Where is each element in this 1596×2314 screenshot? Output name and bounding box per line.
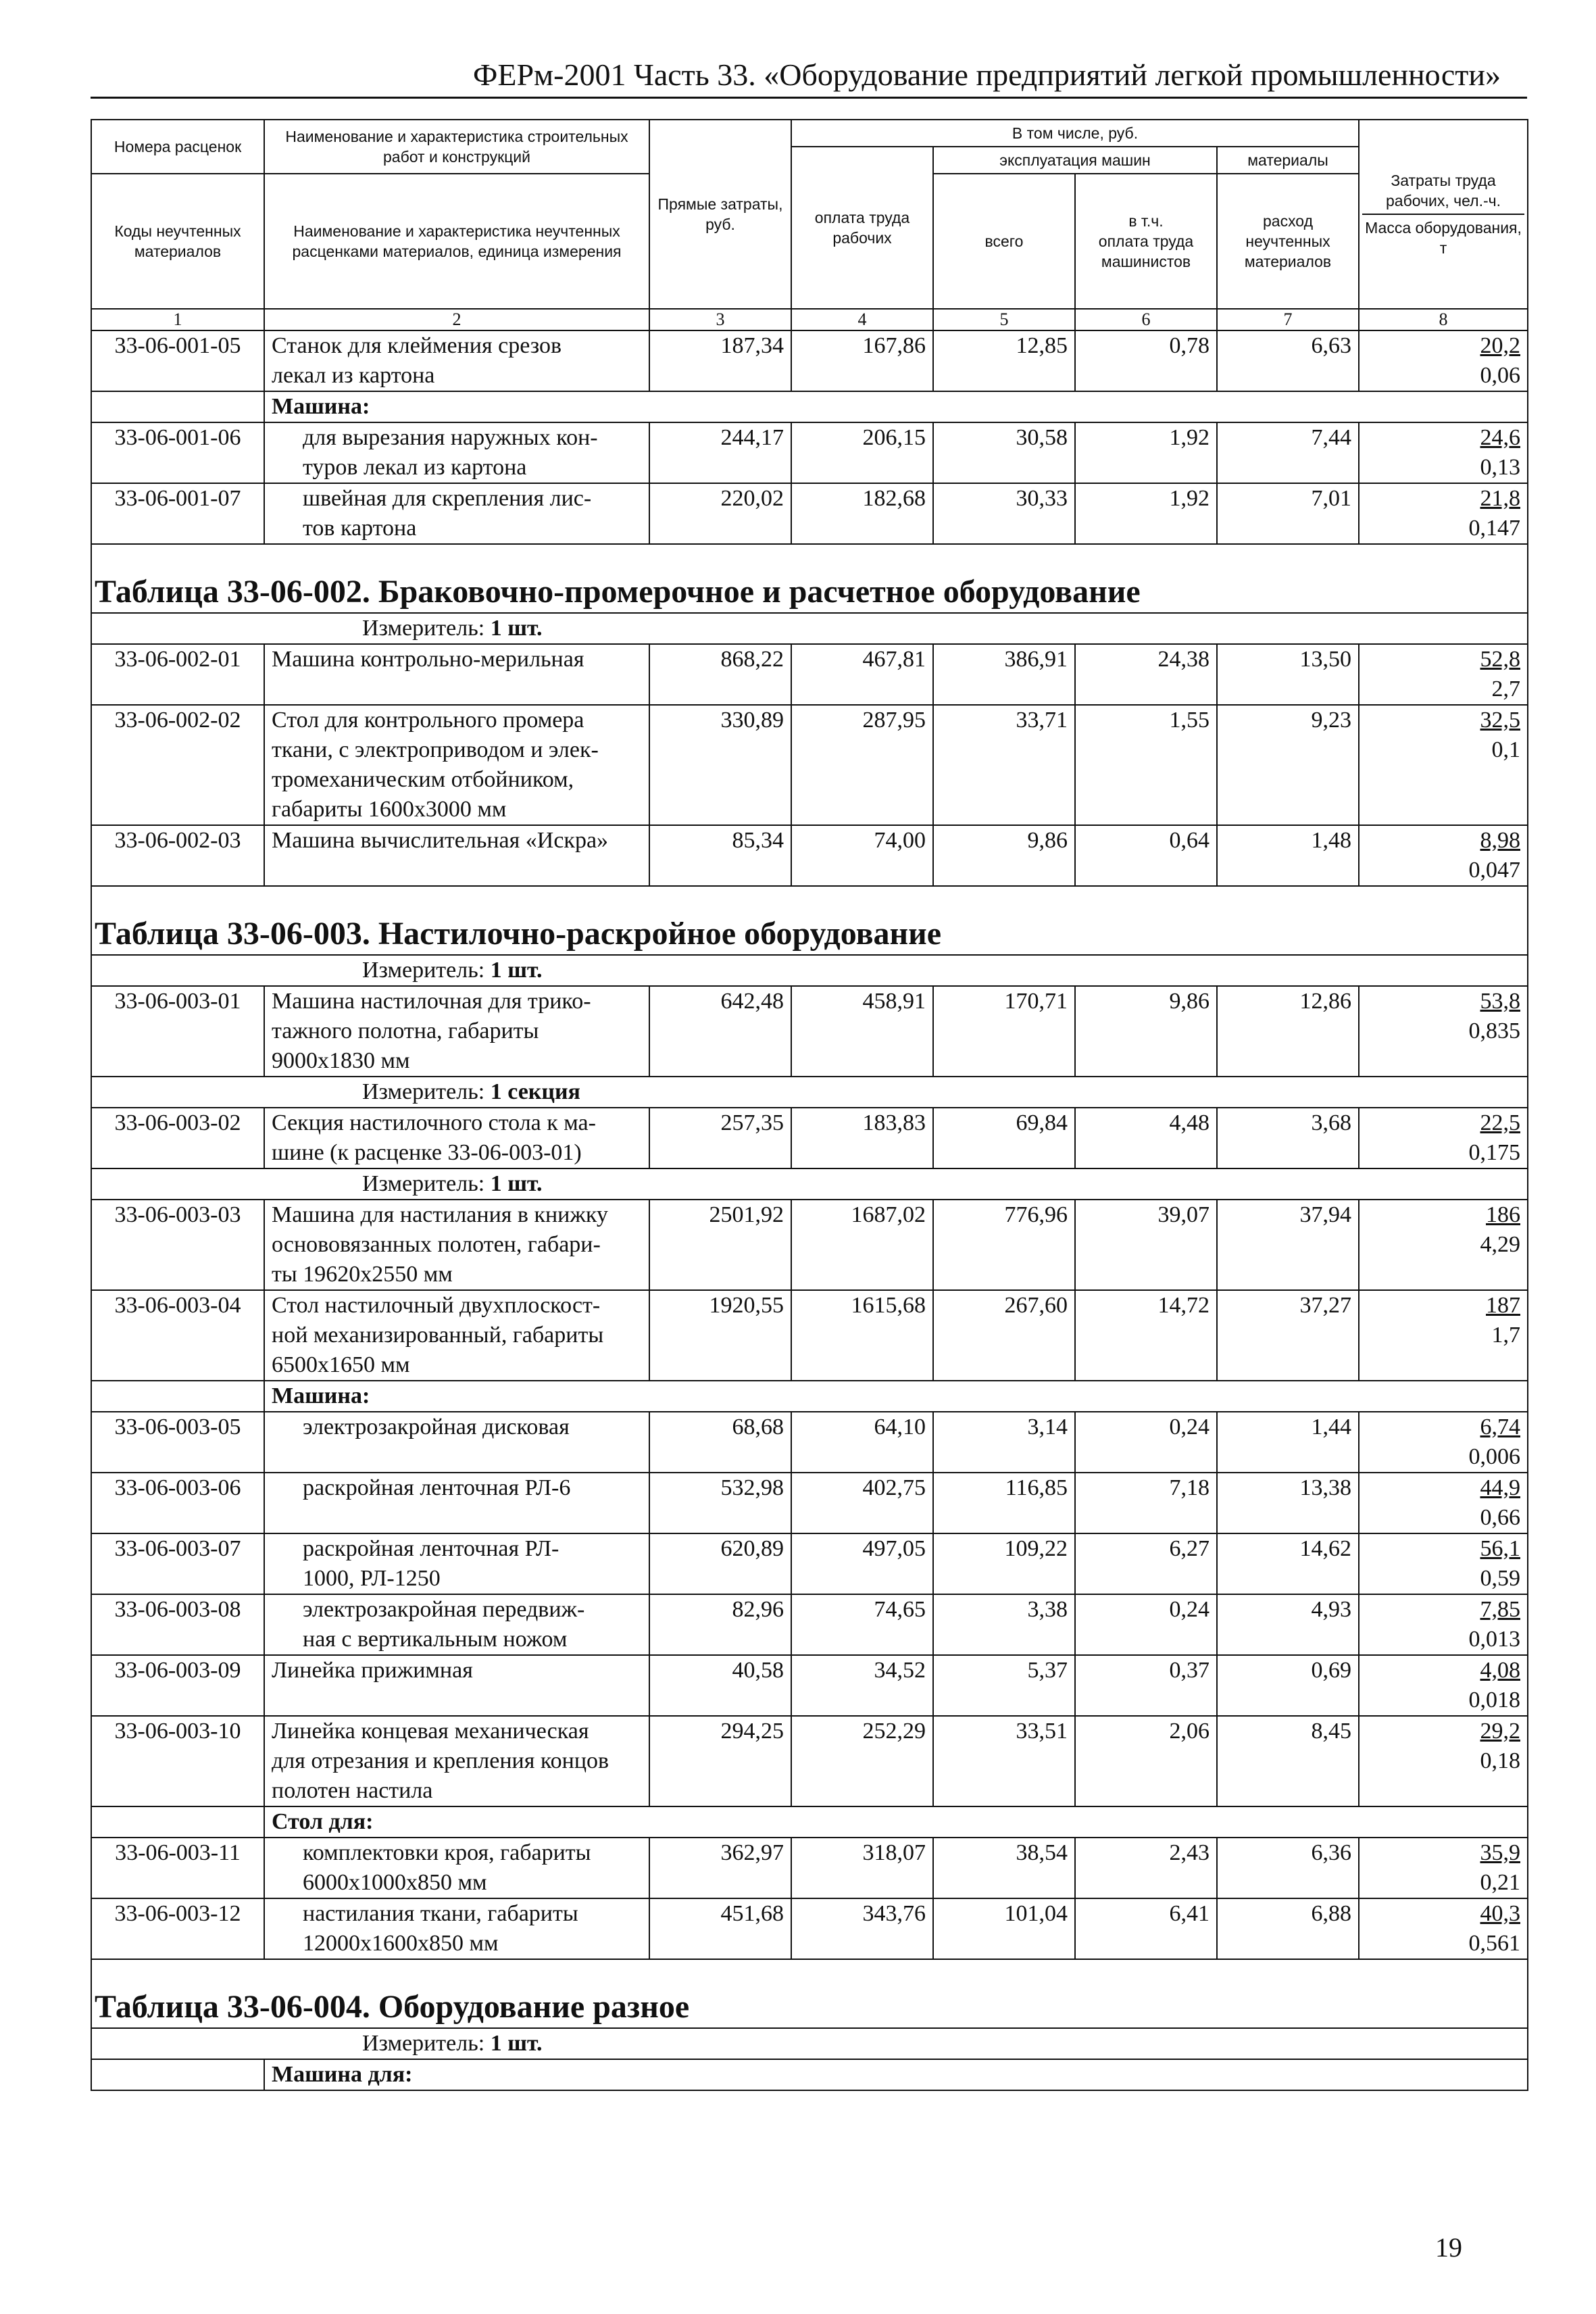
labor-hours: 40,3 xyxy=(1480,1901,1520,1926)
group-code-cell xyxy=(91,1381,264,1412)
machine-total: 38,54 xyxy=(933,1838,1075,1898)
table-row xyxy=(91,986,1528,1077)
table-row xyxy=(91,705,1528,825)
labor-mass-cell xyxy=(1359,1594,1528,1655)
machinists-wages: 1,92 xyxy=(1075,422,1217,483)
machinists-wages: 39,07 xyxy=(1075,1200,1217,1290)
machinists-wages: 6,27 xyxy=(1075,1533,1217,1594)
equipment-mass: 0,06 xyxy=(1480,363,1520,388)
work-name: Стол настилочный двухплоскост- ной механизированный, габариты 6500x1650 мм xyxy=(264,1290,649,1381)
work-name: Машина для настилания в книжку основовязанных полотен, габари- ты 19620x2550 мм xyxy=(264,1200,649,1290)
workers-wages: 458,91 xyxy=(791,986,933,1077)
col-machine-total-header: всего xyxy=(933,174,1075,309)
table-row xyxy=(91,1716,1528,1806)
equipment-mass: 1,7 xyxy=(1491,1323,1520,1348)
rate-code: 33-06-003-04 xyxy=(91,1290,264,1381)
materials-cost: 6,88 xyxy=(1217,1898,1359,1959)
table-row xyxy=(91,1108,1528,1168)
group-row xyxy=(91,1381,1528,1412)
rate-code: 33-06-003-12 xyxy=(91,1898,264,1959)
direct-costs: 294,25 xyxy=(649,1716,791,1806)
direct-costs: 220,02 xyxy=(649,483,791,544)
column-number: 6 xyxy=(1075,309,1217,330)
col-material-name-header: Наименование и характеристика неучтенных расценками материалов, единица измерения xyxy=(264,174,649,309)
labor-mass-cell xyxy=(1359,1838,1528,1898)
workers-wages: 206,15 xyxy=(791,422,933,483)
measure-row xyxy=(91,2028,1528,2059)
materials-cost: 7,44 xyxy=(1217,422,1359,483)
measure-prefix: Измеритель: xyxy=(362,1079,491,1104)
measure-label xyxy=(91,2028,1528,2059)
section-row xyxy=(91,544,1528,613)
labor-hours: 187 xyxy=(1486,1293,1520,1318)
workers-wages: 287,95 xyxy=(791,705,933,825)
direct-costs: 451,68 xyxy=(649,1898,791,1959)
work-name: Машина настилочная для трико- тажного полотна, габариты 9000x1830 мм xyxy=(264,986,649,1077)
section-row xyxy=(91,886,1528,955)
measure-unit: 1 шт. xyxy=(490,958,543,983)
col-material-codes-header: Коды неучтенных материалов xyxy=(91,174,264,309)
rate-code: 33-06-001-07 xyxy=(91,483,264,544)
rate-code: 33-06-003-07 xyxy=(91,1533,264,1594)
equipment-mass: 2,7 xyxy=(1491,676,1520,701)
workers-wages: 64,10 xyxy=(791,1412,933,1473)
measure-unit: 1 шт. xyxy=(490,1171,543,1196)
work-name: раскройная ленточная РЛ- 1000, РЛ-1250 xyxy=(264,1533,649,1594)
rate-code: 33-06-003-11 xyxy=(91,1838,264,1898)
table-row xyxy=(91,1200,1528,1290)
machinists-wages: 0,78 xyxy=(1075,330,1217,391)
labor-hours: 4,08 xyxy=(1480,1658,1520,1683)
machinists-label: оплата труда машинистов xyxy=(1098,232,1194,270)
work-name: Машина контрольно-мерильная xyxy=(264,644,649,705)
machine-total: 3,38 xyxy=(933,1594,1075,1655)
workers-wages: 1615,68 xyxy=(791,1290,933,1381)
work-name: Линейка прижимная xyxy=(264,1655,649,1716)
workers-wages: 252,29 xyxy=(791,1716,933,1806)
machinists-wages: 0,24 xyxy=(1075,1594,1217,1655)
direct-costs: 642,48 xyxy=(649,986,791,1077)
table-row xyxy=(91,330,1528,391)
workers-wages: 182,68 xyxy=(791,483,933,544)
work-name: Стол для контрольного промера ткани, с электроприводом и элек- тромеханическим отбойником, габариты 1600x3000 мм xyxy=(264,705,649,825)
labor-hours: 44,9 xyxy=(1480,1475,1520,1500)
workers-wages: 183,83 xyxy=(791,1108,933,1168)
work-name: Секция настилочного стола к ма- шине (к расценке 33-06-003-01) xyxy=(264,1108,649,1168)
table-row xyxy=(91,1533,1528,1594)
labor-hours: 21,8 xyxy=(1480,486,1520,511)
labor-mass-cell xyxy=(1359,1533,1528,1594)
labor-hours: 6,74 xyxy=(1480,1414,1520,1439)
column-numbers-row xyxy=(91,309,1528,330)
machinists-wages: 7,18 xyxy=(1075,1473,1217,1533)
workers-wages: 402,75 xyxy=(791,1473,933,1533)
direct-costs: 187,34 xyxy=(649,330,791,391)
labor-mass-cell xyxy=(1359,330,1528,391)
measure-label xyxy=(91,955,1528,986)
work-name: электрозакройная дисковая xyxy=(264,1412,649,1473)
measure-row xyxy=(91,1077,1528,1108)
column-number: 5 xyxy=(933,309,1075,330)
labor-mass-cell xyxy=(1359,483,1528,544)
measure-label xyxy=(91,613,1528,644)
equipment-mass: 0,013 xyxy=(1468,1627,1520,1652)
rates-table xyxy=(91,119,1528,2091)
group-label: Машина: xyxy=(264,1381,1528,1412)
direct-costs: 1920,55 xyxy=(649,1290,791,1381)
machine-total: 109,22 xyxy=(933,1533,1075,1594)
direct-costs: 68,68 xyxy=(649,1412,791,1473)
rate-code: 33-06-001-06 xyxy=(91,422,264,483)
measure-prefix: Измеритель: xyxy=(362,616,491,641)
group-code-cell xyxy=(91,1806,264,1838)
col-wages-header: оплата труда рабочих xyxy=(791,147,933,309)
measure-unit: 1 шт. xyxy=(490,2031,543,2056)
machine-total: 776,96 xyxy=(933,1200,1075,1290)
labor-hours: 22,5 xyxy=(1480,1110,1520,1135)
materials-cost: 13,38 xyxy=(1217,1473,1359,1533)
direct-costs: 330,89 xyxy=(649,705,791,825)
rate-code: 33-06-002-01 xyxy=(91,644,264,705)
page-number: 19 xyxy=(1435,2232,1462,2263)
group-row xyxy=(91,391,1528,422)
machine-total: 267,60 xyxy=(933,1290,1075,1381)
machine-total: 12,85 xyxy=(933,330,1075,391)
direct-costs: 82,96 xyxy=(649,1594,791,1655)
materials-cost: 0,69 xyxy=(1217,1655,1359,1716)
materials-cost: 37,27 xyxy=(1217,1290,1359,1381)
measure-prefix: Измеритель: xyxy=(362,958,491,983)
materials-header: материалы xyxy=(1217,147,1359,174)
machinists-wages: 1,92 xyxy=(1075,483,1217,544)
incl-short-label: в т.ч. xyxy=(1128,212,1164,230)
rate-code: 33-06-003-09 xyxy=(91,1655,264,1716)
work-name: для вырезания наружных кон- туров лекал из картона xyxy=(264,422,649,483)
labor-mass-cell xyxy=(1359,1473,1528,1533)
equipment-mass: 0,1 xyxy=(1491,737,1520,762)
materials-cost: 4,93 xyxy=(1217,1594,1359,1655)
col-unaccounted-materials-header: расход неучтенных материалов xyxy=(1217,174,1359,309)
labor-mass-cell xyxy=(1359,986,1528,1077)
labor-mass-cell xyxy=(1359,644,1528,705)
materials-cost: 9,23 xyxy=(1217,705,1359,825)
column-number: 4 xyxy=(791,309,933,330)
equipment-mass: 0,006 xyxy=(1468,1444,1520,1469)
work-name: Станок для клеймения срезов лекал из картона xyxy=(264,330,649,391)
labor-mass-cell xyxy=(1359,1200,1528,1290)
equipment-mass: 0,047 xyxy=(1468,858,1520,883)
rates-table-body xyxy=(91,330,1528,2090)
section-title: Таблица 33-06-003. Настилочно-раскройное оборудование xyxy=(91,886,1528,955)
table-row xyxy=(91,483,1528,544)
table-row xyxy=(91,1290,1528,1381)
workers-wages: 467,81 xyxy=(791,644,933,705)
materials-cost: 7,01 xyxy=(1217,483,1359,544)
section-title: Таблица 33-06-004. Оборудование разное xyxy=(91,1959,1528,2028)
workers-wages: 318,07 xyxy=(791,1838,933,1898)
equipment-mass: 0,561 xyxy=(1468,1931,1520,1956)
measure-row xyxy=(91,1168,1528,1200)
group-label: Машина для: xyxy=(264,2059,1528,2090)
direct-costs: 532,98 xyxy=(649,1473,791,1533)
machinists-wages: 6,41 xyxy=(1075,1898,1217,1959)
work-name: Линейка концевая механическая для отрезания и крепления концов полотен настила xyxy=(264,1716,649,1806)
work-name: настилания ткани, габариты 12000x1600x850 мм xyxy=(264,1898,649,1959)
labor-mass-cell xyxy=(1359,1290,1528,1381)
labor-hours: 20,2 xyxy=(1480,333,1520,358)
incl-header: В том числе, руб. xyxy=(791,120,1359,147)
group-code-cell xyxy=(91,2059,264,2090)
col-mass-label: Масса оборудования, т xyxy=(1365,219,1522,257)
machine-total: 101,04 xyxy=(933,1898,1075,1959)
machine-total: 5,37 xyxy=(933,1655,1075,1716)
col-labor-mass-header xyxy=(1359,120,1528,309)
machine-total: 116,85 xyxy=(933,1473,1075,1533)
column-number: 7 xyxy=(1217,309,1359,330)
workers-wages: 167,86 xyxy=(791,330,933,391)
table-row xyxy=(91,1594,1528,1655)
materials-cost: 3,68 xyxy=(1217,1108,1359,1168)
machine-total: 170,71 xyxy=(933,986,1075,1077)
rate-code: 33-06-003-06 xyxy=(91,1473,264,1533)
col-work-name-header: Наименование и характеристика строительных работ и конструкций xyxy=(264,120,649,174)
machinists-wages: 14,72 xyxy=(1075,1290,1217,1381)
labor-hours: 32,5 xyxy=(1480,708,1520,733)
direct-costs: 868,22 xyxy=(649,644,791,705)
direct-costs: 620,89 xyxy=(649,1533,791,1594)
machine-total: 386,91 xyxy=(933,644,1075,705)
materials-cost: 37,94 xyxy=(1217,1200,1359,1290)
work-name: электрозакройная передвиж- ная с вертикальным ножом xyxy=(264,1594,649,1655)
table-row xyxy=(91,1655,1528,1716)
direct-costs: 244,17 xyxy=(649,422,791,483)
machinists-wages: 0,64 xyxy=(1075,825,1217,886)
workers-wages: 497,05 xyxy=(791,1533,933,1594)
labor-hours: 8,98 xyxy=(1480,828,1520,853)
group-label: Машина: xyxy=(264,391,1528,422)
machine-operation-header: эксплуатация машин xyxy=(933,147,1217,174)
labor-hours: 24,6 xyxy=(1480,425,1520,450)
header-row-1 xyxy=(91,120,1528,147)
column-number: 2 xyxy=(264,309,649,330)
workers-wages: 74,65 xyxy=(791,1594,933,1655)
labor-hours: 186 xyxy=(1486,1202,1520,1227)
column-number: 8 xyxy=(1359,309,1528,330)
workers-wages: 1687,02 xyxy=(791,1200,933,1290)
materials-cost: 8,45 xyxy=(1217,1716,1359,1806)
measure-row xyxy=(91,613,1528,644)
table-row xyxy=(91,1473,1528,1533)
labor-hours: 52,8 xyxy=(1480,647,1520,672)
column-number: 3 xyxy=(649,309,791,330)
work-name: Машина вычислительная «Искра» xyxy=(264,825,649,886)
machinists-wages: 0,24 xyxy=(1075,1412,1217,1473)
measure-label xyxy=(91,1077,1528,1108)
labor-mass-cell xyxy=(1359,825,1528,886)
labor-mass-cell xyxy=(1359,705,1528,825)
labor-mass-cell xyxy=(1359,1655,1528,1716)
rate-code: 33-06-003-02 xyxy=(91,1108,264,1168)
equipment-mass: 0,66 xyxy=(1480,1505,1520,1530)
direct-costs: 362,97 xyxy=(649,1838,791,1898)
machinists-wages: 1,55 xyxy=(1075,705,1217,825)
group-row xyxy=(91,1806,1528,1838)
materials-cost: 6,36 xyxy=(1217,1838,1359,1898)
machinists-wages: 9,86 xyxy=(1075,986,1217,1077)
table-row xyxy=(91,644,1528,705)
materials-cost: 1,44 xyxy=(1217,1412,1359,1473)
workers-wages: 343,76 xyxy=(791,1898,933,1959)
machinists-wages: 4,48 xyxy=(1075,1108,1217,1168)
group-code-cell xyxy=(91,391,264,422)
measure-prefix: Измеритель: xyxy=(362,1171,491,1196)
direct-costs: 2501,92 xyxy=(649,1200,791,1290)
table-row xyxy=(91,1898,1528,1959)
rate-code: 33-06-002-02 xyxy=(91,705,264,825)
equipment-mass: 0,147 xyxy=(1468,516,1520,541)
column-number: 1 xyxy=(91,309,264,330)
table-row xyxy=(91,422,1528,483)
direct-costs: 40,58 xyxy=(649,1655,791,1716)
labor-hours: 53,8 xyxy=(1480,989,1520,1014)
labor-mass-cell xyxy=(1359,1716,1528,1806)
labor-mass-cell xyxy=(1359,1898,1528,1959)
measure-label xyxy=(91,1168,1528,1200)
rate-code: 33-06-003-10 xyxy=(91,1716,264,1806)
materials-cost: 6,63 xyxy=(1217,330,1359,391)
machinists-wages: 0,37 xyxy=(1075,1655,1217,1716)
table-row xyxy=(91,1412,1528,1473)
direct-costs: 85,34 xyxy=(649,825,791,886)
work-name: комплектовки кроя, габариты 6000x1000x850 мм xyxy=(264,1838,649,1898)
measure-unit: 1 шт. xyxy=(490,616,543,641)
equipment-mass: 4,29 xyxy=(1480,1232,1520,1257)
equipment-mass: 0,018 xyxy=(1468,1688,1520,1713)
running-header: ФЕРм-2001 Часть 33. «Оборудование предприятий легкой промышленности» xyxy=(473,57,1501,92)
rate-code: 33-06-002-03 xyxy=(91,825,264,886)
machine-total: 30,33 xyxy=(933,483,1075,544)
rate-code: 33-06-001-05 xyxy=(91,330,264,391)
rate-code: 33-06-003-05 xyxy=(91,1412,264,1473)
equipment-mass: 0,835 xyxy=(1468,1018,1520,1043)
col-direct-costs-header: Прямые затраты, руб. xyxy=(649,120,791,309)
equipment-mass: 0,21 xyxy=(1480,1870,1520,1895)
rate-code: 33-06-003-08 xyxy=(91,1594,264,1655)
measure-unit: 1 секция xyxy=(490,1079,580,1104)
header-rule xyxy=(91,97,1527,99)
group-label: Стол для: xyxy=(264,1806,1528,1838)
machinists-wages: 2,06 xyxy=(1075,1716,1217,1806)
machine-total: 9,86 xyxy=(933,825,1075,886)
measure-prefix: Измеритель: xyxy=(362,2031,491,2056)
equipment-mass: 0,13 xyxy=(1480,455,1520,480)
col-machinists-wages-header xyxy=(1075,174,1217,309)
col-labor-hours-label: Затраты труда рабочих, чел.-ч. xyxy=(1362,170,1524,215)
machine-total: 30,58 xyxy=(933,422,1075,483)
labor-mass-cell xyxy=(1359,422,1528,483)
machinists-wages: 24,38 xyxy=(1075,644,1217,705)
rate-code: 33-06-003-03 xyxy=(91,1200,264,1290)
measure-row xyxy=(91,955,1528,986)
materials-cost: 12,86 xyxy=(1217,986,1359,1077)
col-rate-numbers-header: Номера расценок xyxy=(91,120,264,174)
section-row xyxy=(91,1959,1528,2028)
machine-total: 3,14 xyxy=(933,1412,1075,1473)
work-name: швейная для скрепления лис- тов картона xyxy=(264,483,649,544)
equipment-mass: 0,18 xyxy=(1480,1748,1520,1773)
machinists-wages: 2,43 xyxy=(1075,1838,1217,1898)
labor-hours: 56,1 xyxy=(1480,1536,1520,1561)
labor-hours: 7,85 xyxy=(1480,1597,1520,1622)
equipment-mass: 0,59 xyxy=(1480,1566,1520,1591)
labor-mass-cell xyxy=(1359,1412,1528,1473)
group-row xyxy=(91,2059,1528,2090)
equipment-mass: 0,175 xyxy=(1468,1140,1520,1165)
labor-mass-cell xyxy=(1359,1108,1528,1168)
labor-hours: 35,9 xyxy=(1480,1840,1520,1865)
section-title: Таблица 33-06-002. Браковочно-промерочное и расчетное оборудование xyxy=(91,544,1528,613)
table-row xyxy=(91,1838,1528,1898)
direct-costs: 257,35 xyxy=(649,1108,791,1168)
materials-cost: 13,50 xyxy=(1217,644,1359,705)
machine-total: 33,71 xyxy=(933,705,1075,825)
machine-total: 69,84 xyxy=(933,1108,1075,1168)
rate-code: 33-06-003-01 xyxy=(91,986,264,1077)
table-row xyxy=(91,825,1528,886)
materials-cost: 1,48 xyxy=(1217,825,1359,886)
materials-cost: 14,62 xyxy=(1217,1533,1359,1594)
workers-wages: 74,00 xyxy=(791,825,933,886)
work-name: раскройная ленточная РЛ-6 xyxy=(264,1473,649,1533)
labor-hours: 29,2 xyxy=(1480,1719,1520,1744)
machine-total: 33,51 xyxy=(933,1716,1075,1806)
workers-wages: 34,52 xyxy=(791,1655,933,1716)
